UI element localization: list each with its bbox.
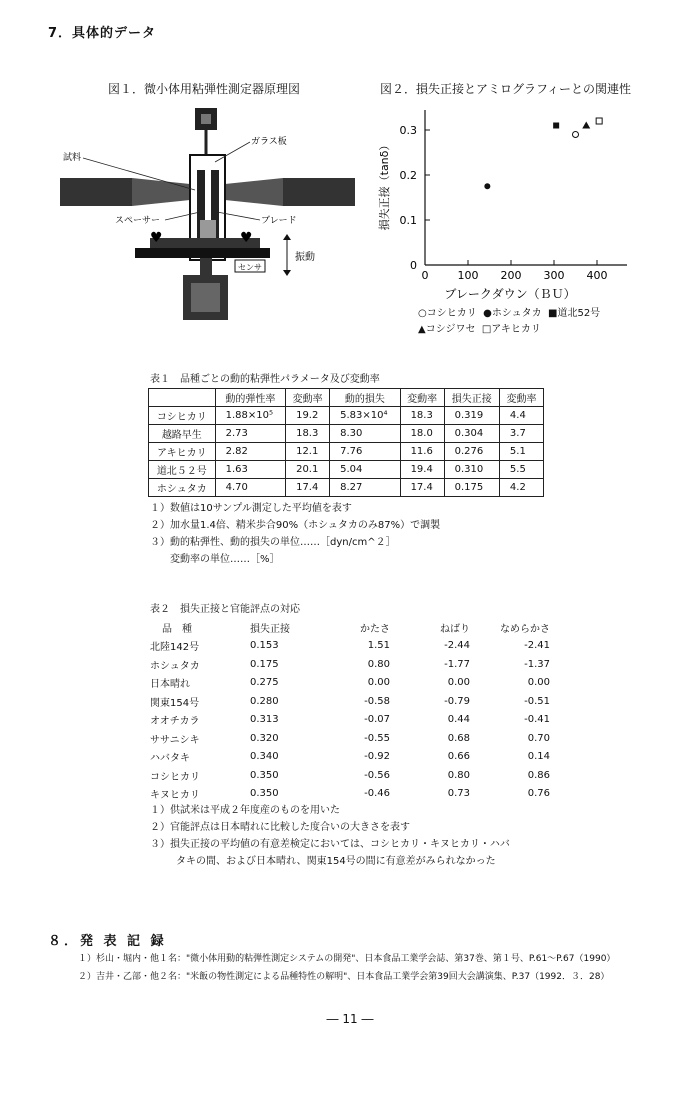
note-line: ３）動的粘弾性、動的損失の単位……［dyn/cm^２］ <box>150 537 396 548</box>
cell: 0.66 <box>447 751 470 763</box>
note-line: タキの間、および日本晴れ、関東154号の間に有意差がみられなかった <box>176 856 496 867</box>
table-2 <box>150 618 550 803</box>
cell: 19.2 <box>286 407 330 425</box>
table-row <box>149 407 544 425</box>
cell: 4.2 <box>499 479 543 497</box>
figure-2-caption: 図２．損失正接とアミログラフィーとの関連性 <box>380 82 632 96</box>
table-row <box>150 655 550 674</box>
header-cell: 損失正接 <box>250 623 290 635</box>
cell: -2.44 <box>444 640 470 652</box>
cell: -0.41 <box>524 714 550 726</box>
header-cell: 損失正接 <box>444 389 499 407</box>
cell: 8.30 <box>330 425 400 443</box>
header-cell: かたさ <box>360 623 390 635</box>
table-1-notes <box>150 500 440 568</box>
cell: コシヒカリ <box>150 771 200 783</box>
cell: 12.1 <box>286 443 330 461</box>
note-line: １）供試米は平成２年度産のものを用いた <box>150 805 340 816</box>
cell: 5.1 <box>499 443 543 461</box>
cell: 0.44 <box>447 714 470 726</box>
header-cell: 変動率 <box>400 389 444 407</box>
cell: 0.319 <box>444 407 499 425</box>
glass-label: ガラス板 <box>251 137 287 147</box>
cell: 0.73 <box>447 788 470 800</box>
data-point <box>596 118 602 124</box>
cell: 道北５２号 <box>149 461 216 479</box>
note-line: 変動率の単位……［%］ <box>170 554 280 565</box>
cell: 越路早生 <box>149 425 216 443</box>
section-8-heading: ８．発 表 記 録 <box>48 934 167 949</box>
legend-item: ○コシヒカリ <box>418 308 477 319</box>
cell: 0.76 <box>527 788 550 800</box>
cell: 0.153 <box>250 640 279 652</box>
y-axis-label: 損失正接（tanδ） <box>378 139 391 231</box>
cell: -1.77 <box>444 658 470 670</box>
note-line: ３）損失正接の平均値の有意差検定においては、コシヒカリ・キヌヒカリ・ハバ <box>150 839 510 850</box>
figure-1-caption: 図１．微小体用粘弾性測定器原理図 <box>108 82 301 96</box>
cell: 0.175 <box>250 658 279 670</box>
table-row <box>150 711 550 730</box>
y-tick-label: 0 <box>410 259 417 272</box>
cell: 0.340 <box>250 751 279 763</box>
cell: -0.56 <box>364 769 390 781</box>
blade-label: ブレード <box>261 216 297 226</box>
x-tick-label: 0 <box>421 269 429 282</box>
publication-list <box>78 950 693 986</box>
cell: 0.00 <box>527 677 550 689</box>
cell: 1.63 <box>215 461 285 479</box>
table-1-header <box>149 389 544 407</box>
cell: 2.82 <box>215 443 285 461</box>
svg-text:♥: ♥ <box>150 230 163 246</box>
cell: ハバタキ <box>150 753 190 765</box>
cell: -0.55 <box>364 732 390 744</box>
note-line: ２）官能評点は日本晴れに比較した度合いの大きさを表す <box>150 822 410 833</box>
table-1 <box>148 388 544 497</box>
header-cell: 動的損失 <box>330 389 400 407</box>
cell: 18.0 <box>400 425 444 443</box>
left-lens <box>60 178 132 206</box>
cell: 0.310 <box>444 461 499 479</box>
header-cell: 変動率 <box>499 389 543 407</box>
cell: 0.350 <box>250 769 279 781</box>
y-tick-label: 0.2 <box>399 169 417 182</box>
y-tick-label: 0.3 <box>399 124 417 137</box>
cell: オオチカラ <box>150 716 200 728</box>
cell: -0.07 <box>364 714 390 726</box>
cell: -0.79 <box>444 695 470 707</box>
cell: 8.27 <box>330 479 400 497</box>
publication-item: ２）吉井・乙部・他２名："米飯の物性測定による品種特性の解明"、日本食品工業学会第39回大会講演集、P.37（1992．３．28） <box>78 972 610 982</box>
data-point <box>484 183 490 189</box>
svg-text:♥: ♥ <box>240 230 253 246</box>
cell: 0.00 <box>367 677 390 689</box>
legend-item: ■道北52号 <box>548 308 601 319</box>
cell: 0.280 <box>250 695 279 707</box>
chart-legend <box>418 306 678 338</box>
cell: 0.175 <box>444 479 499 497</box>
cell: 17.4 <box>400 479 444 497</box>
cell: ホシュタカ <box>150 660 200 672</box>
cell: 0.275 <box>250 677 279 689</box>
cell: 1.88×10⁵ <box>215 407 285 425</box>
table-row <box>150 785 550 804</box>
cell: 11.6 <box>400 443 444 461</box>
table-row <box>150 674 550 693</box>
table-row <box>149 461 544 479</box>
table-2-notes <box>150 802 510 870</box>
cell: 0.313 <box>250 714 279 726</box>
x-tick-label: 100 <box>457 269 479 282</box>
x-axis-label: ブレークダウン（ＢＵ） <box>444 287 576 301</box>
cell: 5.83×10⁴ <box>330 407 400 425</box>
cell: -1.37 <box>524 658 550 670</box>
table-2-caption: 表２ 損失正接と官能評点の対応 <box>150 604 300 615</box>
cell: 3.7 <box>499 425 543 443</box>
header-cell: 品 種 <box>162 623 192 635</box>
table-row <box>149 443 544 461</box>
cell: 0.350 <box>250 788 279 800</box>
cell: ホシュタカ <box>149 479 216 497</box>
table-2-header <box>150 618 550 637</box>
table-row <box>150 729 550 748</box>
cell: 18.3 <box>286 425 330 443</box>
table-row <box>149 479 544 497</box>
cell: -0.58 <box>364 695 390 707</box>
header-cell: 変動率 <box>286 389 330 407</box>
cell: 関東154号 <box>150 697 200 709</box>
data-point <box>582 122 590 129</box>
cell: 0.86 <box>527 769 550 781</box>
cell: 2.73 <box>215 425 285 443</box>
table-row <box>150 692 550 711</box>
cell: 0.70 <box>527 732 550 744</box>
cell: 1.51 <box>367 640 390 652</box>
sensor-label: センサ <box>238 263 262 272</box>
x-tick-label: 300 <box>543 269 565 282</box>
x-tick-label: 400 <box>586 269 608 282</box>
section-7-heading: 7．具体的データ <box>48 26 157 41</box>
apparatus-diagram <box>55 100 355 330</box>
note-line: ２）加水量1.4倍、精米歩合90%（ホシュタカのみ87%）で調製 <box>150 520 441 531</box>
page-number: ― 11 ― <box>326 1012 374 1026</box>
right-lens <box>225 178 283 206</box>
cell: 4.4 <box>499 407 543 425</box>
cell: ササニシキ <box>150 734 200 746</box>
cell: 北陸142号 <box>150 642 200 654</box>
header-cell: なめらかさ <box>500 623 550 635</box>
cell: 20.1 <box>286 461 330 479</box>
legend-item: ●ホシュタカ <box>483 308 542 319</box>
header-cell: 動的弾性率 <box>215 389 285 407</box>
y-tick-label: 0.1 <box>399 214 417 227</box>
cell: 0.68 <box>447 732 470 744</box>
cell: 5.5 <box>499 461 543 479</box>
cell: 0.276 <box>444 443 499 461</box>
data-point <box>573 132 579 138</box>
cell: -0.46 <box>364 788 390 800</box>
cell: キヌヒカリ <box>150 790 200 802</box>
vibration-label: 振動 <box>295 252 315 263</box>
cell: 17.4 <box>286 479 330 497</box>
cell: 日本晴れ <box>150 679 190 691</box>
header-cell: ねばり <box>440 623 470 635</box>
sample-label: 試料 <box>63 153 82 163</box>
note-line: １）数値は10サンプル測定した平均値を表す <box>150 503 352 514</box>
cell: 0.80 <box>447 769 470 781</box>
table-row <box>150 766 550 785</box>
header-cell <box>149 389 216 407</box>
cell: 0.00 <box>447 677 470 689</box>
table-row <box>150 748 550 767</box>
publication-item: １）杉山・堀内・他１名："微小体用動的粘弾性測定システムの開発"、日本食品工業学会誌、第37巻、第１号、P.61～P.67（1990） <box>78 954 616 964</box>
spacer-label: スペーサー <box>115 216 161 226</box>
cell: -0.51 <box>524 695 550 707</box>
table-row <box>149 425 544 443</box>
cell: 0.80 <box>367 658 390 670</box>
cell: 7.76 <box>330 443 400 461</box>
cell: 5.04 <box>330 461 400 479</box>
cell: 0.320 <box>250 732 279 744</box>
cell: 19.4 <box>400 461 444 479</box>
data-point <box>553 123 559 129</box>
cell: 4.70 <box>215 479 285 497</box>
legend-item: □アキヒカリ <box>481 324 541 335</box>
cell: -2.41 <box>524 640 550 652</box>
x-tick-label: 200 <box>500 269 522 282</box>
cell: アキヒカリ <box>149 443 216 461</box>
cell: 18.3 <box>400 407 444 425</box>
cell: 0.304 <box>444 425 499 443</box>
cell: コシヒカリ <box>149 407 216 425</box>
legend-item: ▲コシジワセ <box>418 324 476 335</box>
cell: -0.92 <box>364 751 390 763</box>
scatter-chart <box>370 100 670 330</box>
cell: 0.14 <box>527 751 550 763</box>
table-1-caption: 表１ 品種ごとの動的粘弾性パラメータ及び変動率 <box>150 374 380 385</box>
table-row <box>150 637 550 656</box>
